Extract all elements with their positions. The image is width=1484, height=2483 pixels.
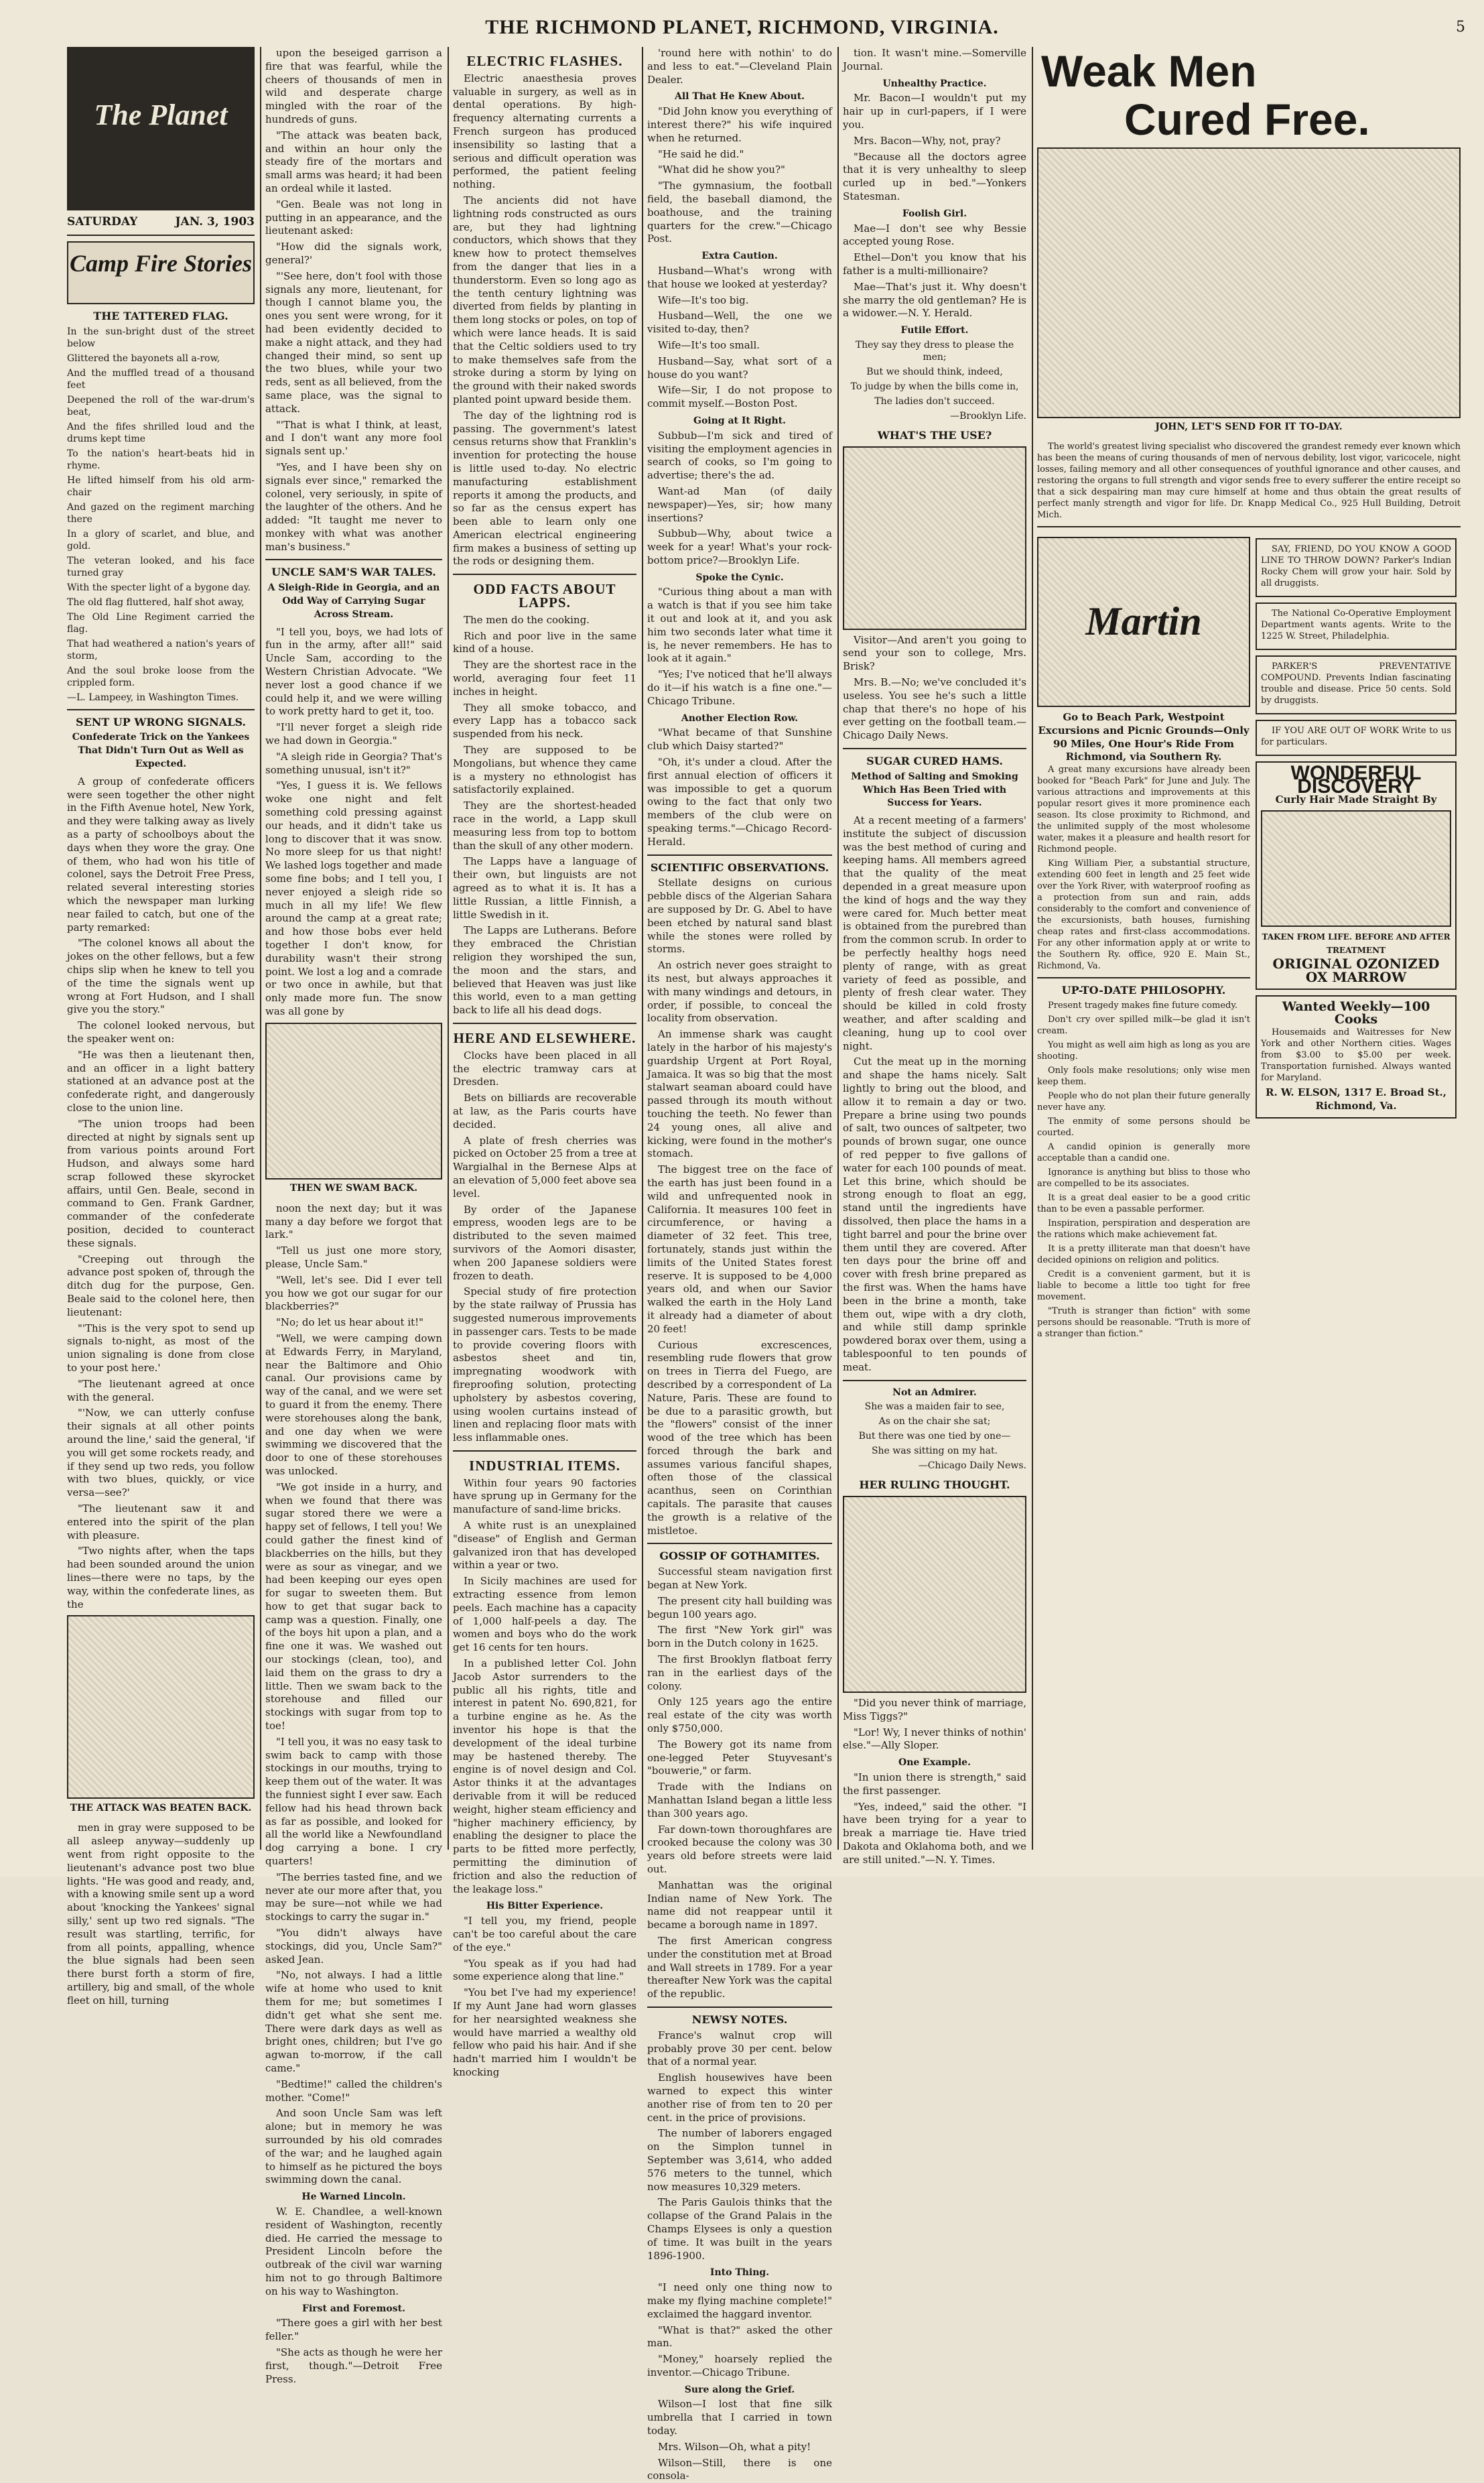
section-heading: NEWSY NOTES.: [691, 2013, 788, 2026]
paragraph: upon the beseiged garrison a fire that was fearful, while the cheers of thousands of men in wild and desperate charge mingled with the roar of the hundreds of guns.: [265, 47, 442, 125]
paragraph: W. E. Chandlee, a well-known resident of Washington, recently died. He carried the message to President Lincoln before the outbreak of the civil war warning him not to go through Baltimore on his way to Washington.: [265, 2205, 442, 2297]
paragraph: Manhattan was the original Indian name of New York. The name did not reappear until it became a borough name in 1897.: [647, 1879, 832, 1931]
paragraph: Visitor—And aren't you going to send your son to college, Mrs. Brisk?: [843, 633, 1026, 673]
section-heading: SCIENTIFIC OBSERVATIONS.: [650, 861, 829, 874]
paragraph: Within four years 90 factories have sprung up in Germany for the manufacture of sand-lime bricks.: [453, 1476, 636, 1516]
paragraph: They all smoke tobacco, and every Lapp has a tobacco sack suspended from his neck.: [453, 701, 636, 741]
divider: [453, 1023, 636, 1024]
divider: [67, 235, 255, 236]
paragraph: The enmity of some persons should be courted.: [1037, 1116, 1250, 1138]
paragraph: An immense shark was caught lately in the harbor of his majesty's guardship Urgent at Port Royal, Jamaica. It was so big that the most stalwart seaman aboard could have passed through its mouth without touching the teeth. No fewer than 24 young ones, all alive and kicking, were found in the mother's stomach.: [647, 1028, 832, 1160]
paragraph: The first Brooklyn flatboat ferry ran in the earliest days of the colony.: [647, 1653, 832, 1692]
wanted-ad-body: Housemaids and Waitresses for New York and other Northern cities. Wages from $3.00 to $5.00 per week. Transportation furnished. Always wanted for Maryland.: [1261, 1027, 1451, 1084]
poem-line: That had weathered a nation's years of storm,: [67, 638, 255, 661]
paragraph: A plate of fresh cherries was picked on October 25 from a tree at Wargialhal in the Bernese Alps at an elevation of 5,000 feet above sea level.: [453, 1134, 636, 1200]
wonderful-ad-caption: TAKEN FROM LIFE. BEFORE AND AFTER TREATMENT: [1262, 932, 1451, 956]
paragraph: "Two nights after, when the taps had been sounded around the union lines—there were no taps, by the way, within the confederate lines, as the: [67, 1545, 255, 1610]
paragraph: Bets on billiards are recoverable at law, as the Paris courts have decided.: [453, 1092, 636, 1131]
paragraph: "Well, let's see. Did I ever tell you how we got our sugar for our blackberries?": [265, 1273, 442, 1313]
poem-line: Deepened the roll of the war-drum's beat,: [67, 394, 255, 418]
paragraph: Want-ad Man (of daily newspaper)—Yes, sir; how many insertions?: [647, 485, 832, 524]
paragraph: Successful steam navigation first began at New York.: [647, 1566, 832, 1592]
poem-line: But there was one tied by one—: [858, 1431, 1011, 1442]
dateline-date: JAN. 3, 1903: [175, 215, 255, 229]
subheading: Another Election Row.: [681, 712, 799, 724]
section-heading: HERE AND ELSEWHERE.: [453, 1029, 636, 1046]
paragraph: "What did he show you?": [658, 164, 785, 176]
paragraph: "'Now, we can utterly confuse their signals at all other points around the line,' said the general, 'if you will get some rockets ready, and if they send up two reds, you follow with two blues, quickly, or vice versa—see?': [67, 1407, 255, 1499]
divider: [453, 1450, 636, 1452]
poem-line: —L. Lampeey, in Washington Times.: [67, 692, 239, 703]
beach-ad-title: Go to Beach Park, Westpoint Excursions and Picnic Grounds—Only 90 Miles, One Hour's Ride From Richmond, via Southern Ry.: [1038, 711, 1250, 763]
paragraph: Electric anaesthesia proves valuable in surgery, as well as in dental operations. By high-frequency alternating currents a French surgeon has produced insensibility so lasting that a serious and difficult operation was performed, the patient feeling nothing.: [453, 72, 636, 191]
section-heading: UP-TO-DATE PHILOSOPHY.: [1061, 984, 1226, 997]
paragraph: They are the shortest-headed race in the world, a Lapp skull measuring less from top to bottom than the skull of any other modern.: [453, 800, 636, 852]
classified-ad-text: PARKER'S PREVENTATIVE COMPOUND. Prevents Indian fascinating trouble and disease. Price 50 cents. Sold by druggists.: [1261, 661, 1451, 706]
paragraph: English housewives have been warned to expect this winter another rise of from ten to 20 per cent. in the price of provisions.: [647, 2072, 832, 2124]
paragraph: Mrs. Bacon—Why, not, pray?: [854, 134, 1001, 147]
poem-credit: —Chicago Daily News.: [918, 1460, 1026, 1472]
poem-line: She was sitting on my hat.: [871, 1446, 998, 1457]
column-4: [647, 47, 832, 2482]
paragraph: Cut the meat up in the morning and shape the hams nicely. Salt lightly to bring out the blood, and allow it to remain a day or two. Prepare a brine using two pounds of salt, two ounces of saltpeter, two pounds of brown sugar, one ounce of red pepper to five gallons of water for each 100 pounds of meat. Let this brine, which should be strong enough to float an egg, stand until the ingredients have dissolved, then place the hams in a tight barrel and pour the brine over them until they are covered. After ten days pour the brine off and cover with fresh brine prepared as the first was. When the hams have been in the brine a month, take them out, wipe with a dry cloth, and while still damp sprinkle powdered borax over them, using a tablespoonful to ten pounds of meat.: [843, 1056, 1026, 1373]
illustration-caption: THE ATTACK WAS BEATEN BACK.: [70, 1802, 252, 1813]
paragraph: "We got inside in a hurry, and when we found that there was sugar stored there we were a happy set of fellows, I tell you! We could gather the finest kind of blackberries on the hills, but they were as sour as vinegar, and we had been keeping our eyes open for sugar to sweeten them. But how to get that sugar back to camp was a question. Finally, one of the boys hit upon a plan, and a fine one it was. We washed out our stockings (clean, too), and laid them on the grass to dry a little. Then we swam back to the storehouse and filled our stockings with sugar from top to toe!: [265, 1480, 442, 1732]
campfire-banner-text: Camp Fire Stories: [69, 249, 253, 277]
paragraph: Subbub—I'm sick and tired of visiting the employment agencies in search of cooks, so I'm going to advertise; there's the ad.: [647, 429, 832, 482]
paragraph: "Yes, I guess it is. We fellows woke one night and felt something cold pressing against our heads, and it didn't take us long to discover that it was snow. No more sleep for us that night! We lashed logs together and made some fine bobs; and I tell you, I never enjoyed a sleigh ride so much in all my life! We flew around the camp at a great rate; and how those bobs ever held together I don't know, for durability wasn't their strong point. We lost a log and a comrade or two once in awhile, but that only made more fun. The snow was all gone by: [265, 779, 442, 1017]
paragraph: A group of confederate officers were seen together the other night in the Fifth Avenue hotel, New York, and they were talking away as lively as a party of schoolboys about the days when they wore the gray. One of them, who had won his title of colonel, says the Detroit Free Press, related several interesting stories which the newspaper man lurking near failed to catch, but one of the party remarked:: [67, 775, 255, 934]
paragraph: "You didn't always have stockings, did you, Uncle Sam?" asked Jean.: [265, 1927, 442, 1966]
wonderful-ad-title: WONDERFUL DISCOVERY: [1290, 762, 1422, 798]
paragraph: And soon Uncle Sam was left alone; but in memory he was surrounded by his old comrades of the war; and he laughed again to himself as he pictured the boys swimming down the canal.: [265, 2107, 442, 2186]
wonderful-ad-subtitle: Curly Hair Made Straight By: [1275, 793, 1437, 806]
paragraph: Clocks have been placed in all the electric tramway cars at Dresden.: [453, 1049, 636, 1088]
paragraph: "I tell you, my friend, people can't be too careful about the care of the eye.": [453, 1915, 636, 1954]
paragraph: Rich and poor live in the same kind of a house.: [453, 629, 636, 655]
paragraph: "What became of that Sunshine club which Daisy started?": [647, 726, 832, 753]
paragraph: Ethel—Don't you know that his father is a multi-millionaire?: [843, 251, 1026, 277]
paragraph: The first "New York girl" was born in the Dutch colony in 1625.: [647, 1624, 832, 1650]
paragraph: The ancients did not have lightning rods constructed as ours are, but they had lightning conductors, which shows that they knew how to protect themselves from the danger that lies in a thunderstorm. Even so long ago as the tenth century lightning was diverted from fields by planting in them long stocks or poles, on top of which were lance heads. It is said that the Celtic soldiers used to try to make themselves safe from the stroke during a storm by lying on the ground with their naked swords planted point upward beside them.: [453, 194, 636, 405]
paragraph: "There goes a girl with her best feller.": [265, 2317, 442, 2343]
paragraph: "I tell you, boys, we had lots of fun in the army, after all!" said Uncle Sam, according to the Western Christian Advocate. "We never lost a good chance if we could help it, and we were willing to work pretty hard to get it, too.: [265, 625, 442, 718]
paragraph: "She acts as though he were her first, though."—Detroit Free Press.: [265, 2346, 442, 2385]
ad-body: The world's greatest living specialist who discovered the grandest remedy ever known which has been the means of curing thousands of men of nervous debility, lost vigor, varicocele, night losses, failing memory and all other consequences of youthful ignorance and other causes, and restoring the organs to full strength and vigor sends free to every sufferer the entire receipt so that a sick despairing man may cure himself at home and thus obtain the great results of perfect manly strength and vigor for life. Dr. Knapp Medical Co., 925 Hull Building, Detroit Mich.: [1037, 442, 1461, 520]
column-rule: [260, 47, 261, 1850]
paragraph: "The union troops had been directed at night by signals sent up from various points around Fort Hudson, and always some hard scrap followed these skyrocket affairs, until Gen. Beale, second in command to Gen. Frank Gardner, commander of the confederate position, decided to counteract these signals.: [67, 1117, 255, 1249]
paragraph: "'That is what I think, at least, and I don't want any more fool signals sent up.': [265, 418, 442, 458]
paragraph: "He was then a lieutenant then, and an officer in a light battery stationed at an advance post at the confederate right, and dangerously close to the union line.: [67, 1048, 255, 1114]
divider: [647, 2007, 832, 2008]
paragraph: noon the next day; but it was many a day before we forgot that lark.": [265, 1202, 442, 1241]
paragraph: "What is that?" asked the other man.: [647, 2323, 832, 2350]
paragraph: In a published letter Col. John Jacob Astor surrenders to the public all his rights, title and interest in patent No. 690,821, for a turbine engine as he. As the inventor his hope is that the development of the ideal turbine may be hastened thereby. The engine is of novel design and Col. Astor thinks it at the advantages derivable from it will be reduced weight, higher steam efficiency and "higher machinery efficiency, by enabling the designer to place the parts to be fitted more perfectly, permitting the diminution of friction and also the reduction of the leakage loss.": [453, 1657, 636, 1895]
paragraph: "You bet I've had my experience! If my Aunt Jane had worn glasses for her nearsighted weakness she would have married a wealthy old fellow who paid his hair. And if she hadn't married him I wouldn't be knocking: [453, 1986, 636, 2078]
paragraph: Wife—It's too big.: [658, 294, 749, 306]
paragraph: "Creeping out through the advance post spoken of, through the ditch dug for the purpose, Gen. Beale said to the colonel here, then lieutenant:: [67, 1253, 255, 1318]
subheading: Sure along the Grief.: [684, 2384, 795, 2395]
illustration-soldier: [67, 1615, 255, 1813]
paragraph: The colonel looked nervous, but the speaker went on:: [67, 1019, 255, 1045]
illustration-visitor: [843, 446, 1026, 630]
poem-line: And gazed on the regiment marching there: [67, 501, 255, 525]
illustration-swimmers: [265, 1023, 442, 1194]
paragraph: Mrs. Wilson—Oh, what a pity!: [658, 2440, 811, 2453]
divider: [1037, 977, 1250, 978]
poem-line: In a glory of scarlet, and blue, and gold.: [67, 528, 255, 552]
poem-line: And the muffled tread of a thousand feet: [67, 367, 255, 391]
poem-line: The Old Line Regiment carried the flag.: [67, 611, 255, 635]
planet-logo-text: The Planet: [94, 99, 228, 131]
divider: [647, 1543, 832, 1544]
paragraph: "No, not always. I had a little wife at home who used to knit them for me; but sometimes I didn't get what she sent me. There were dark days as well as bright ones, children; but I've go agwan to-morrow, if the call came.": [265, 1969, 442, 2074]
paragraph: "Oh, it's under a cloud. After the first annual election of officers it was impossible to get a quorum owing to the fact that only two members of the club were on speaking terms."—Chicago Record-Herald.: [647, 756, 832, 848]
paragraph: Subbub—Why, about twice a week for a year! What's your rock-bottom price?—Brooklyn Life.: [647, 527, 832, 566]
paragraph: Wilson—I lost that fine silk umbrella that I carried in town today.: [647, 2398, 832, 2437]
article-deck: Method of Salting and Smoking Which Has Been Tried with Success for Years.: [851, 771, 1018, 809]
paragraph: Only fools make resolutions; only wise men keep them.: [1037, 1065, 1250, 1087]
paragraph: "The attack was beaten back, and within an hour only the steady fire of the mortars and small arms was heard; it had been an ordeal while it lasted.: [265, 129, 442, 194]
illustration-title: HER RULING THOUGHT.: [859, 1478, 1010, 1492]
poem-line: They say they dress to please the men;: [855, 339, 1014, 363]
paragraph: Present tragedy makes fine future comedy.: [1048, 1000, 1238, 1011]
paragraph: They are the shortest race in the world, averaging four feet 11 inches in height.: [453, 659, 636, 698]
divider: [843, 1380, 1026, 1381]
classified-ad: [1256, 720, 1457, 756]
illustration-ladies: [843, 1496, 1026, 1693]
paragraph: It is a pretty illiterate man that doesn't have decided opinions on religion and politics.: [1037, 1243, 1250, 1265]
dateline-day: SATURDAY: [67, 215, 138, 229]
paragraph: "Did John know you everything of interest there?" his wife inquired when he returned.: [647, 105, 832, 144]
divider: [265, 559, 442, 560]
paragraph: The first American congress under the constitution met at Broad and Wall streets in 1789. For a year thereafter New York was the capital of the republic.: [647, 1934, 832, 2000]
paragraph: Far down-town thoroughfares are crooked because the colony was 30 years old before streets were laid out.: [647, 1823, 832, 1875]
planet-logo: [67, 47, 255, 210]
section-heading: INDUSTRIAL ITEMS.: [469, 1457, 620, 1474]
martin-ad-text: Martin: [1085, 599, 1202, 644]
poem-line: And the fifes shrilled loud and the drums kept time: [67, 421, 255, 444]
paragraph: "'This is the very spot to send up signals to-night, as most of the union signaling is done from close to your post here.': [67, 1322, 255, 1375]
poem-line: And the soul broke loose from the crippled form.: [67, 665, 255, 688]
subheading: His Bitter Experience.: [486, 1901, 604, 1912]
paragraph: Inspiration, perspiration and desperation are the rations which make achievement fat.: [1037, 1218, 1250, 1240]
page-number: 5: [1456, 19, 1465, 36]
subheading: All That He Knew About.: [674, 91, 805, 103]
paragraph: Wilson—Still, there is one consola-: [647, 2456, 832, 2482]
column-1: [67, 47, 255, 2007]
divider: [1037, 526, 1461, 527]
paragraph: "Because all the doctors agree that it is very unhealthy to sleep curled up in bed."—Yonkers Statesman.: [843, 150, 1026, 202]
poem-line: As on the chair she sat;: [878, 1416, 991, 1427]
paragraph: "The gymnasium, the football field, the baseball diamond, the boathouse, and the training quarters for the crew."—Chicago Post.: [647, 180, 832, 245]
paragraph: Mr. Bacon—I wouldn't put my hair up in curl-papers, if I were you.: [843, 92, 1026, 131]
divider: [843, 748, 1026, 749]
paragraph: Husband—What's wrong with that house we looked at yesterday?: [647, 264, 832, 290]
paragraph: Stellate designs on curious pebble discs of the Algerian Sahara are supposed by Dr. G. Abel to have been etched by natural sand blast while the stones were rolled by storms.: [647, 877, 832, 956]
paragraph: "'See here, don't fool with those signals any more, lieutenant, for though I cannot blame you, the ones you sent were wrong, for it had been evidently decided to make a night attack, and they had changed their mind, so sent up the two blues, while your two reds, sent as all believed, from the same place, was the signal to attack.: [265, 269, 442, 415]
paragraph: "No; do let us hear about it!": [276, 1316, 424, 1329]
paragraph: The day of the lightning rod is passing. The government's latest census returns show that Franklin's invention for protecting the house is little used to-day. No electric manufacturing establishment reports it among the products, and so far as the census expert has been able to learn only one American electrical engineering firm makes a business of setting up the rods or designing them.: [453, 409, 636, 568]
divider: [647, 854, 832, 856]
article-title: SENT UP WRONG SIGNALS.: [75, 715, 246, 728]
poem-line: Glittered the bayonets all a-row,: [67, 353, 220, 364]
paragraph: "The lieutenant agreed at once with the general.: [67, 1377, 255, 1403]
paragraph: They are supposed to be Mongolians, but whence they came is a mystery no ethnologist has satisfactorily explained.: [453, 744, 636, 796]
paragraph: "The lieutenant saw it and entered into the spirit of the plan with pleasure.: [67, 1503, 255, 1541]
paragraph: It is a great deal easier to be a good critic than to be even a passable performer.: [1037, 1192, 1250, 1214]
classified-ad-text: SAY, FRIEND, DO YOU KNOW A GOOD LINE TO THROW DOWN? Parker's Indian Rocky Chem will grow your hair. Sold by all druggists.: [1261, 544, 1451, 588]
paragraph: "Truth is stranger than fiction" with some persons should be reasonable. "Truth is more of a stranger than fiction.": [1037, 1306, 1250, 1339]
paragraph: "The berries tasted fine, and we never ate our more after that, you may be sure—not while we had stockings to carry the sugar in.": [265, 1870, 442, 1923]
paragraph: The Lapps have a language of their own, but linguists are not agreed as to what it is. It has a little Russian, a little Finnish, a little Swedish in it.: [453, 855, 636, 921]
paragraph: "Lor! Wy, I never thinks of nothin' else."—Ally Sloper.: [843, 1726, 1026, 1752]
paragraph: Mae—That's just it. Why doesn't she marry the old gentleman? He is a widower.—N. Y. Herald.: [843, 280, 1026, 320]
ad-row: [1037, 533, 1461, 1342]
section-heading: GOSSIP OF GOTHAMITES.: [659, 1549, 820, 1563]
article-deck: A Sleigh-Ride in Georgia, and an Odd Way of Carrying Sugar Across Stream.: [267, 582, 440, 620]
poem-line: He lifted himself from his old arm-chair: [67, 474, 255, 498]
wonderful-ad-product: ORIGINAL OZONIZED OX MARROW: [1272, 955, 1440, 985]
paragraph: Wife—Sir, I do not propose to commit myself.—Boston Post.: [647, 384, 832, 410]
paragraph: "Did you never think of marriage, Miss Tiggs?": [843, 1696, 1026, 1722]
paragraph: "Money," hoarsely replied the inventor.—Chicago Tribune.: [647, 2353, 832, 2378]
poem-line: But we should think, indeed,: [866, 366, 1003, 377]
paragraph: Special study of fire protection by the state railway of Prussia has suggested numerous improvements in passenger cars. Tests to be made to provide covering floors with asbestos sheet and tin, impregnating woodwork with fireproofing solution, protecting upholstery by asbestos covering, using woolen curtains instead of linen and replacing floor mats with less inflammable ones.: [453, 1285, 636, 1444]
paragraph: "The colonel knows all about the jokes on the other fellows, but a few chips slip when he knew to tell you of the time the signals went up wrong at Fort Hudson, and I shall give you the story.": [67, 937, 255, 1016]
poem-line: With the specter light of a bygone day.: [67, 582, 251, 593]
section-heading: SUGAR CURED HAMS.: [866, 754, 1003, 767]
wanted-ad-title: Wanted Weekly—100 Cooks: [1282, 999, 1430, 1027]
paragraph: The number of laborers engaged on the Simplon tunnel in September was 3,614, who added 576 meters to the tunnel, which now measures 10,329 meters.: [647, 2127, 832, 2193]
poem-line: In the sun-bright dust of the street below: [67, 326, 255, 349]
paragraph: At a recent meeting of a farmers' institute the subject of discussion was the best method of curing and keeping hams. All members agreed that the quality of the meat depended in a great measure upon the kind of hogs and the way they were cared for. Much better meat is obtained from the purebred than from the common scrub. In order to be perfectly healthy hogs need plenty of range, with as great variety of feed as possible, and plenty of fresh clear water. They should be killed in cold frosty weather, and after scalding and cleaning, hung up to cool over night.: [843, 814, 1026, 1052]
paragraph: "Yes, and I have been shy on signals ever since," remarked the colonel, very seriously, in spite of the laughter of the others. And he added: "It taught me never to monkey with what was another man's business.": [265, 460, 442, 553]
column-2: [265, 47, 442, 2385]
campfire-stories-banner: [67, 241, 255, 304]
subheading: First and Foremost.: [302, 2303, 405, 2314]
paragraph: Trade with the Indians on Manhattan Island began a little less than 300 years ago.: [647, 1781, 832, 1820]
paragraph: "Yes, indeed," said the other. "I have been trying for a year to break a marriage tie. Have tried Dakota and Oklahoma both, and we are still united."—N. Y. Times.: [843, 1800, 1026, 1866]
subheading: Spoke the Cynic.: [695, 572, 784, 583]
poem-line: To the nation's heart-beats hid in rhyme.: [67, 448, 255, 471]
illustration-caption: THEN WE SWAM BACK.: [289, 1182, 418, 1194]
column-rule: [1032, 47, 1033, 1850]
paragraph: An ostrich never goes straight to its nest, but always approaches it with many windings and detours, in order, if possible, to conceal the locality from observation.: [647, 959, 832, 1025]
beach-ad-paragraph: King William Pier, a substantial structure, extending 600 feet in length and 25 feet wide over the York River, with waterproof roofing as a protection from sun and rain, adds considerably to the comfort and convenience of the excursionists, bath houses, furnishing cheap rates and first-class accommodations. For any other information apply at or write to the Southern Ry. office, 920 E. Main St., Richmond, Va.: [1037, 858, 1250, 972]
paragraph: "He said he did.": [658, 147, 744, 160]
poem-line: The veteran looked, and his face turned gray: [67, 555, 255, 578]
poem-line: To judge by when the bills come in,: [850, 381, 1019, 392]
paragraph: The Lapps are Lutherans. Before they embraced the Christian religion they worshiped the sun, the moon and the stars, and believed that Heaven was just like this world, even to a man getting back to life all his dead dogs.: [453, 924, 636, 1017]
poem-title: THE TATTERED FLAG.: [93, 309, 228, 322]
classified-ad: [1256, 538, 1457, 597]
paragraph: Mrs. B.—No; we've concluded it's useless. You see he's such a little chap that there's no hope of his ever getting on the football team.—Chicago Daily News.: [843, 676, 1026, 742]
paragraph: You might as well aim high as long as you are shooting.: [1037, 1039, 1250, 1062]
ad-caption: JOHN, LET'S SEND FOR IT TO-DAY.: [1155, 422, 1343, 433]
column-rule: [837, 47, 839, 1850]
paragraph: "Yes; I've noticed that he'll always do it—if his watch is a fine one."—Chicago Tribune.: [647, 668, 832, 707]
column-rule: [448, 47, 449, 1850]
column-6-advertisements: [1037, 47, 1461, 1850]
section-heading: ODD FACTS ABOUT LAPPS.: [473, 581, 616, 611]
poem-line: The ladies don't succeed.: [874, 395, 995, 407]
ad-headline-line2: Cured Free.: [1124, 94, 1370, 144]
ad-headline-line1: Weak Men: [1041, 46, 1257, 96]
paragraph: "A sleigh ride in Georgia? That's something unusual, isn't it?": [265, 750, 442, 776]
martin-ad-illustration: [1037, 537, 1250, 707]
paragraph: "Well, we were camping down at Edwards Ferry, in Maryland, near the Baltimore and Ohio canal. Our provisions came by way of the canal, and we were set to guard it from the enemy. There were storehouses along the bank, and one day when we were swimming we discovered that the door to one of these storehouses was unlocked.: [265, 1332, 442, 1477]
paragraph: "I'll never forget a sleigh ride we had down in Georgia.": [265, 721, 442, 747]
ad-right-stack: [1256, 533, 1457, 1342]
illustration-title: WHAT'S THE USE?: [877, 428, 992, 442]
paragraph: A white rust is an unexplained "disease" of English and German galvanized iron that has developed within a year or two.: [453, 1519, 636, 1572]
column-3: [453, 47, 636, 2078]
masthead-title: THE RICHMOND PLANET, RICHMOND, VIRGINIA.: [485, 16, 999, 38]
paragraph: People who do not plan their future generally never have any.: [1037, 1090, 1250, 1112]
paragraph: "Curious thing about a man with a watch is that if you see him take it out and look at it, and you ask him two seconds later what time it is, he never remembers. He has to look at it again.": [647, 586, 832, 665]
poem-credit: —Brooklyn Life.: [950, 410, 1026, 422]
paragraph: Husband—Well, the one we visited to-day, then?: [647, 310, 832, 336]
poem-line: She was a maiden fair to see,: [864, 1401, 1005, 1413]
paragraph: A candid opinion is generally more acceptable than a candid one.: [1037, 1141, 1250, 1163]
paragraph: "In union there is strength," said the first passenger.: [843, 1771, 1026, 1797]
paragraph: tion. It wasn't mine.—Somerville Journal.: [843, 47, 1026, 72]
paragraph: Mae—I don't see why Bessie accepted young Rose.: [843, 222, 1026, 248]
paragraph: France's walnut crop will probably prove 30 per cent. below that of a normal year.: [647, 2029, 832, 2068]
paragraph: "I need only one thing now to make my flying machine complete!" exclaimed the haggard inventor.: [647, 2281, 832, 2320]
wanted-ad-signature: R. W. ELSON, 1317 E. Broad St., Richmond, Va.: [1265, 1086, 1446, 1112]
paragraph: Credit is a convenient garment, but it is liable to become a little too tight for free movement.: [1037, 1269, 1250, 1302]
column-5: [843, 47, 1026, 1866]
paragraph: "How did the signals work, general?': [265, 241, 442, 266]
wanted-cooks-ad: [1256, 995, 1457, 1119]
paragraph: In Sicily machines are used for extracting essence from lemon peels. Each machine has a capacity of 1,000 half-peels a day. The women and boys who do the work get 16 cents for ten hours.: [453, 1575, 636, 1654]
illustration-weak-men-ad: [1037, 147, 1461, 433]
paragraph: Only 125 years ago the entire real estate of the city was worth only $750,000.: [647, 1696, 832, 1735]
classified-ad-text: The National Co-Operative Employment Department wants agents. Write to the 1225 W. Street, Philadelphia.: [1261, 609, 1451, 641]
paragraph: The biggest tree on the face of the earth has just been found in a wild and unfrequented nook in California. It measures 100 feet in circumference, or having a diameter of 32 feet. This tree, fortunately, stands just within the limits of the United States forest reserve. It is supposed to be 4,000 years old, and when our Savior walked the earth in the Holy Land it already had a diameter of about 20 feet!: [647, 1163, 832, 1335]
classified-ad: [1256, 655, 1457, 714]
column-rule: [642, 47, 643, 1850]
divider: [453, 574, 636, 575]
subheading: Not an Admirer.: [892, 1387, 977, 1398]
article-deck: Confederate Trick on the Yankees That Didn't Turn Out as Well as Expected.: [72, 732, 250, 769]
paragraph: The men do the cooking.: [464, 613, 590, 626]
subheading: He Warned Lincoln.: [301, 2191, 406, 2203]
paragraph: The present city hall building was begun 100 years ago.: [647, 1594, 832, 1620]
beach-ad-paragraph: A great many excursions have already been booked for "Beach Park" for June and July. The various attractions and improvements at this popular resort gives it more prominence each season. Its close proximity to Richmond, and the unlimited supply of the most wholesome water, makes it a pleasure and health resort for Richmond people.: [1037, 765, 1250, 855]
section-heading: ELECTRIC FLASHES.: [466, 53, 623, 69]
paragraph: Ignorance is anything but bliss to those who are compelled to be its associates.: [1037, 1167, 1250, 1189]
paragraph: "Gen. Beale was not long in putting in an appearance, and the lieutenant asked:: [265, 198, 442, 237]
paragraph: "Bedtime!" called the children's mother. "Come!": [265, 2078, 442, 2104]
paragraph: 'round here with nothin' to do and less to eat."—Cleveland Plain Dealer.: [647, 47, 832, 86]
subheading: Extra Caution.: [701, 251, 778, 262]
subheading: Into Thing.: [710, 2267, 770, 2279]
paragraph: "Tell us just one more story, please, Uncle Sam.": [265, 1245, 442, 1270]
paragraph: "I tell you, it was no easy task to swim back to camp with those stockings in our mouths, trying to keep them out of the water. It was the funniest sight I ever saw. Each fellow had his head thrown back as far as possible, and looked for all the world like a Newfoundland dog carrying a bone. I cry quarters!: [265, 1735, 442, 1868]
subheading: Foolish Girl.: [902, 208, 967, 219]
paragraph: Wife—It's too small.: [658, 338, 760, 351]
wonderful-discovery-ad: [1256, 761, 1457, 990]
paragraph: The Bowery got its name from one-legged Peter Stuyvesant's "bouwerie," or farm.: [647, 1738, 832, 1777]
poem-line: The old flag fluttered, half shot away,: [67, 596, 245, 608]
classified-ad: [1256, 602, 1457, 650]
paragraph: Curious excrescences, resembling rude flowers that grow on trees in Tierra del Fuego, are described by a correspondent of La Nature, Paris. These are found to be due to a parasitic growth, but the "flowers" consist of the inner wood of the tree which has been forced through the bark and assumes various fanciful shapes, often those of the classical acanthus, seen on Corinthian capitals. The parasite that causes the growth is a relative of the mistletoe.: [647, 1338, 832, 1537]
wonderful-ad-portraits: [1261, 810, 1451, 927]
paragraph: The Paris Gaulois thinks that the collapse of the Grand Palais in the Champs Elysees is only a question of time. It was built in the years 1896-1900.: [647, 2196, 832, 2262]
subheading: Unhealthy Practice.: [882, 78, 987, 89]
paragraph: "You speak as if you had had some experience along that line.": [453, 1957, 636, 1983]
paragraph: Husband—Say, what sort of a house do you want?: [647, 355, 832, 381]
paragraph: Don't cry over spilled milk—be glad it isn't cream.: [1037, 1014, 1250, 1036]
dateline: [67, 216, 255, 229]
ad-left-stack: [1037, 533, 1250, 1342]
subheading: One Example.: [898, 1757, 971, 1769]
divider: [67, 709, 255, 710]
classified-ad-text: IF YOU ARE OUT OF WORK Write to us for particulars.: [1261, 726, 1451, 747]
paragraph: men in gray were supposed to be all asleep anyway—suddenly up went from right opposite to the lieutenant's advance post two blue lights. "He was good and ready, and, with a knowing smile sent up a word about 'knocking the Yankees' signal silly,' sent up two red signals. "The result was startling, terrific, for from all points, appalling, whence the blue signals had been seen there burst forth a storm of fire, artillery, big and small, of the whole fleet on hill, turning: [67, 1822, 255, 2007]
subheading: Futile Effort.: [900, 325, 969, 336]
article-title: UNCLE SAM'S WAR TALES.: [271, 566, 436, 579]
subheading: Going at It Right.: [693, 415, 787, 426]
paragraph: By order of the Japanese empress, wooden legs are to be distributed to the seven maimed survivors of the Aomori disaster, when 200 Japanese soldiers were frozen to death.: [453, 1203, 636, 1282]
